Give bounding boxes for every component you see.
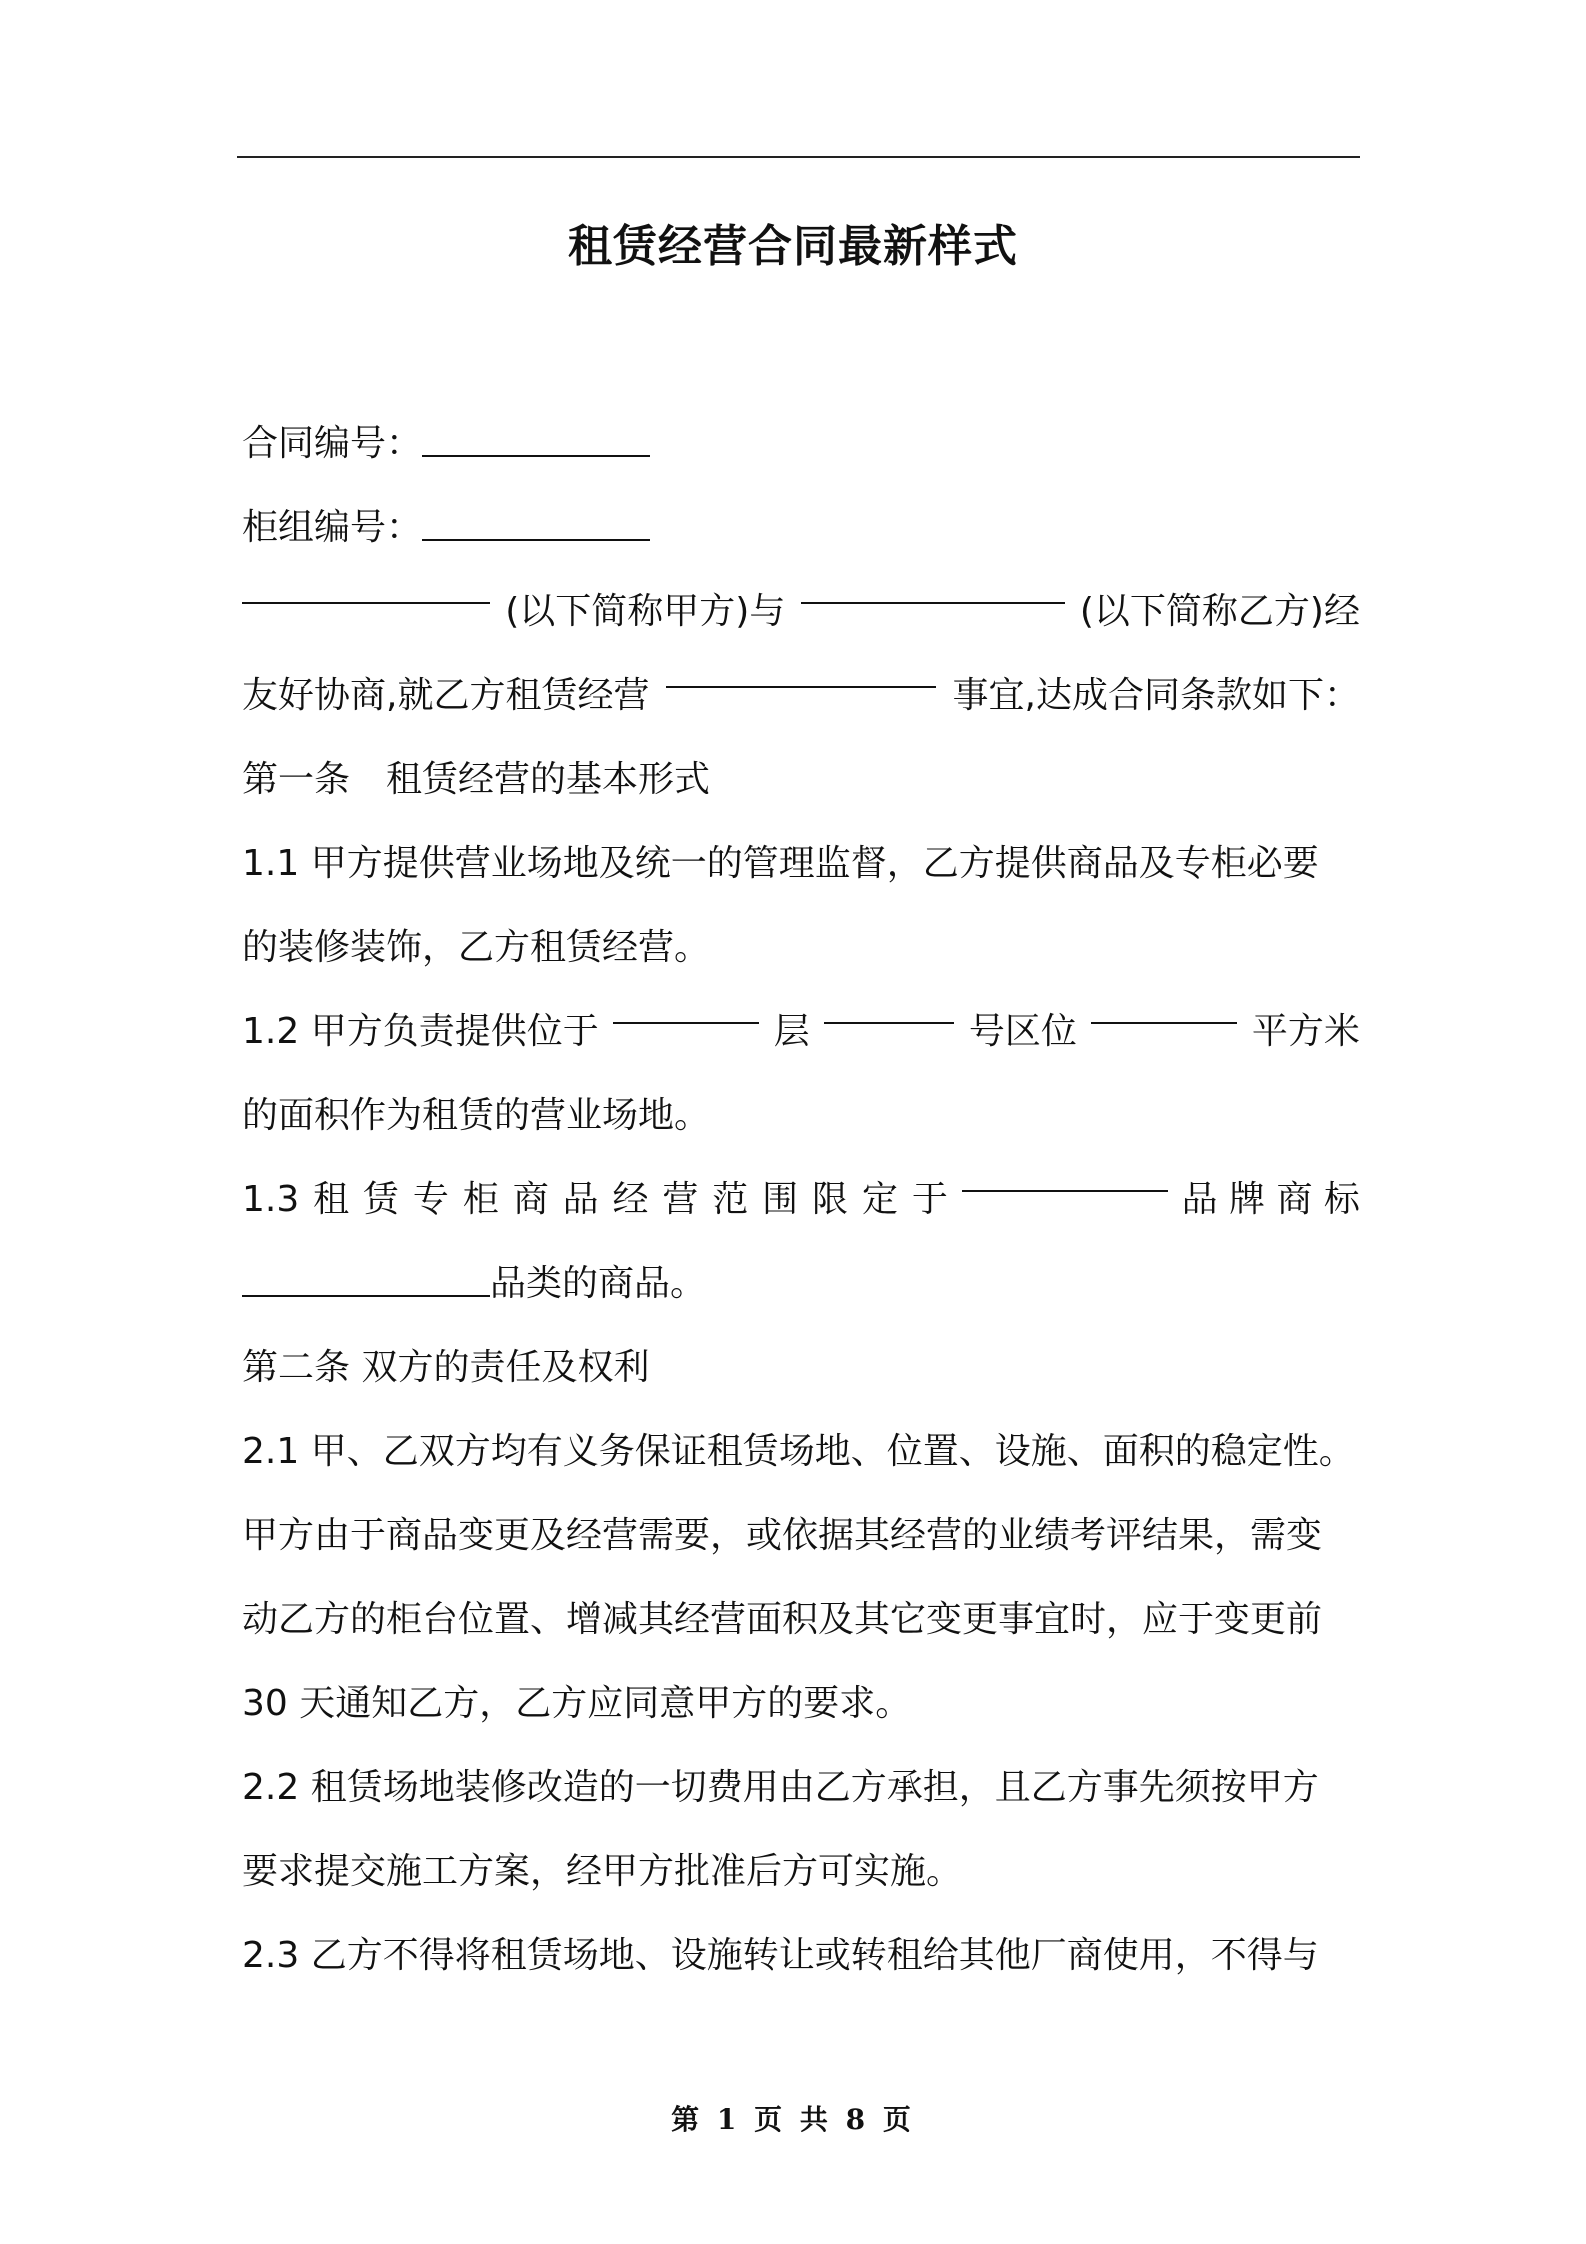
clause-1-3-word: 范: [712, 1179, 749, 1220]
clause-1-1-line-2: 的装修装饰，乙方租赁经营。: [242, 927, 711, 968]
clause-1-3-word: 品: [562, 1179, 599, 1220]
clause-1-3-word: 赁: [363, 1179, 400, 1220]
clause-1-3-word: 柜: [462, 1179, 499, 1220]
document-title: 租赁经营合同最新样式: [568, 221, 1018, 272]
counter-number-line: [242, 486, 1360, 570]
clause-1-3-word: 商: [512, 1179, 549, 1220]
party-b-blank: [801, 572, 1065, 604]
counter-number-label: 柜组编号：: [242, 507, 423, 548]
clause-1-2-prefix: 1.2 甲方负责提供位于: [242, 1011, 599, 1052]
party-a-blank: [242, 572, 490, 604]
page-footer: 第 1 页 共 8 页: [671, 2103, 915, 2136]
clause-1-2-sqm: 平方米: [1251, 1011, 1360, 1052]
clause-2-1-line-1: 2.1 甲、乙双方均有义务保证租赁场地、位置、设施、面积的稳定性。: [242, 1431, 1355, 1472]
clause-1-3-word: 营: [662, 1179, 699, 1220]
clause-1-3-word: 围: [762, 1179, 799, 1220]
clause-2-1-line-3: 动乙方的柜台位置、增减其经营面积及其它变更事宜时，应于变更前: [242, 1599, 1323, 1640]
zone-blank: [824, 992, 954, 1024]
clause-1-2-line-1: [242, 990, 1360, 1074]
clause-1-3-word: 于: [911, 1179, 948, 1220]
clause-1-3-word: 经: [612, 1179, 649, 1220]
clause-1-3-brand: 品 牌 商 标: [1181, 1179, 1360, 1220]
article-1-heading: 第一条 租赁经营的基本形式: [242, 759, 711, 800]
floor-blank: [613, 992, 759, 1024]
clause-2-3-line-1: 2.3 乙方不得将租赁场地、设施转让或转租给其他厂商使用，不得与: [242, 1935, 1319, 1976]
clause-1-3-word: 1.3: [242, 1179, 300, 1220]
lease-item-blank: [666, 656, 936, 688]
sqm-blank: [1091, 992, 1237, 1024]
clause-1-3-word: 定: [861, 1179, 898, 1220]
clause-1-3-word: 专: [412, 1179, 449, 1220]
clause-1-2-line-2: 的面积作为租赁的营业场地。: [242, 1095, 711, 1136]
clause-1-2-floor: 层: [773, 1011, 810, 1052]
intro-line-2: [242, 654, 1360, 738]
contract-number-blank: [422, 425, 650, 457]
clause-2-2-line-2: 要求提交施工方案，经甲方批准后方可实施。: [242, 1851, 963, 1892]
party-a-text: (以下简称甲方)与: [505, 591, 786, 632]
intro-line-2-b: 事宜,达成合同条款如下：: [952, 675, 1360, 716]
category-blank: [242, 1265, 490, 1297]
intro-line-2-a: 友好协商,就乙方租赁经营: [242, 675, 650, 716]
header-rule: [237, 156, 1360, 158]
clause-2-1-line-4: 30 天通知乙方，乙方应同意甲方的要求。: [242, 1683, 912, 1724]
intro-line-1: [242, 570, 1360, 654]
counter-number-blank: [422, 509, 650, 541]
clause-2-1-line-2: 甲方由于商品变更及经营需要，或依据其经营的业绩考评结果，需变: [242, 1515, 1323, 1556]
clause-1-2-area: 号区位: [968, 1011, 1077, 1052]
party-b-text: (以下简称乙方)经: [1079, 591, 1360, 632]
clause-1-1-line-1: 1.1 甲方提供营业场地及统一的管理监督，乙方提供商品及专柜必要: [242, 843, 1319, 884]
article-2-heading: 第二条 双方的责任及权利: [242, 1347, 650, 1388]
brand-blank: [962, 1160, 1168, 1192]
clause-1-3-line-1: [242, 1158, 1360, 1242]
clause-1-3-word: 限: [812, 1179, 849, 1220]
clause-2-2-line-1: 2.2 租赁场地装修改造的一切费用由乙方承担，且乙方事先须按甲方: [242, 1767, 1319, 1808]
clause-1-3-line-2: [242, 1242, 1360, 1326]
document-body: [242, 402, 1360, 1998]
contract-number-label: 合同编号：: [242, 423, 423, 464]
contract-number-line: [242, 402, 1360, 486]
clause-1-3-line-2-text: 品类的商品。: [490, 1263, 707, 1304]
clause-1-3-word: 租: [313, 1179, 350, 1220]
